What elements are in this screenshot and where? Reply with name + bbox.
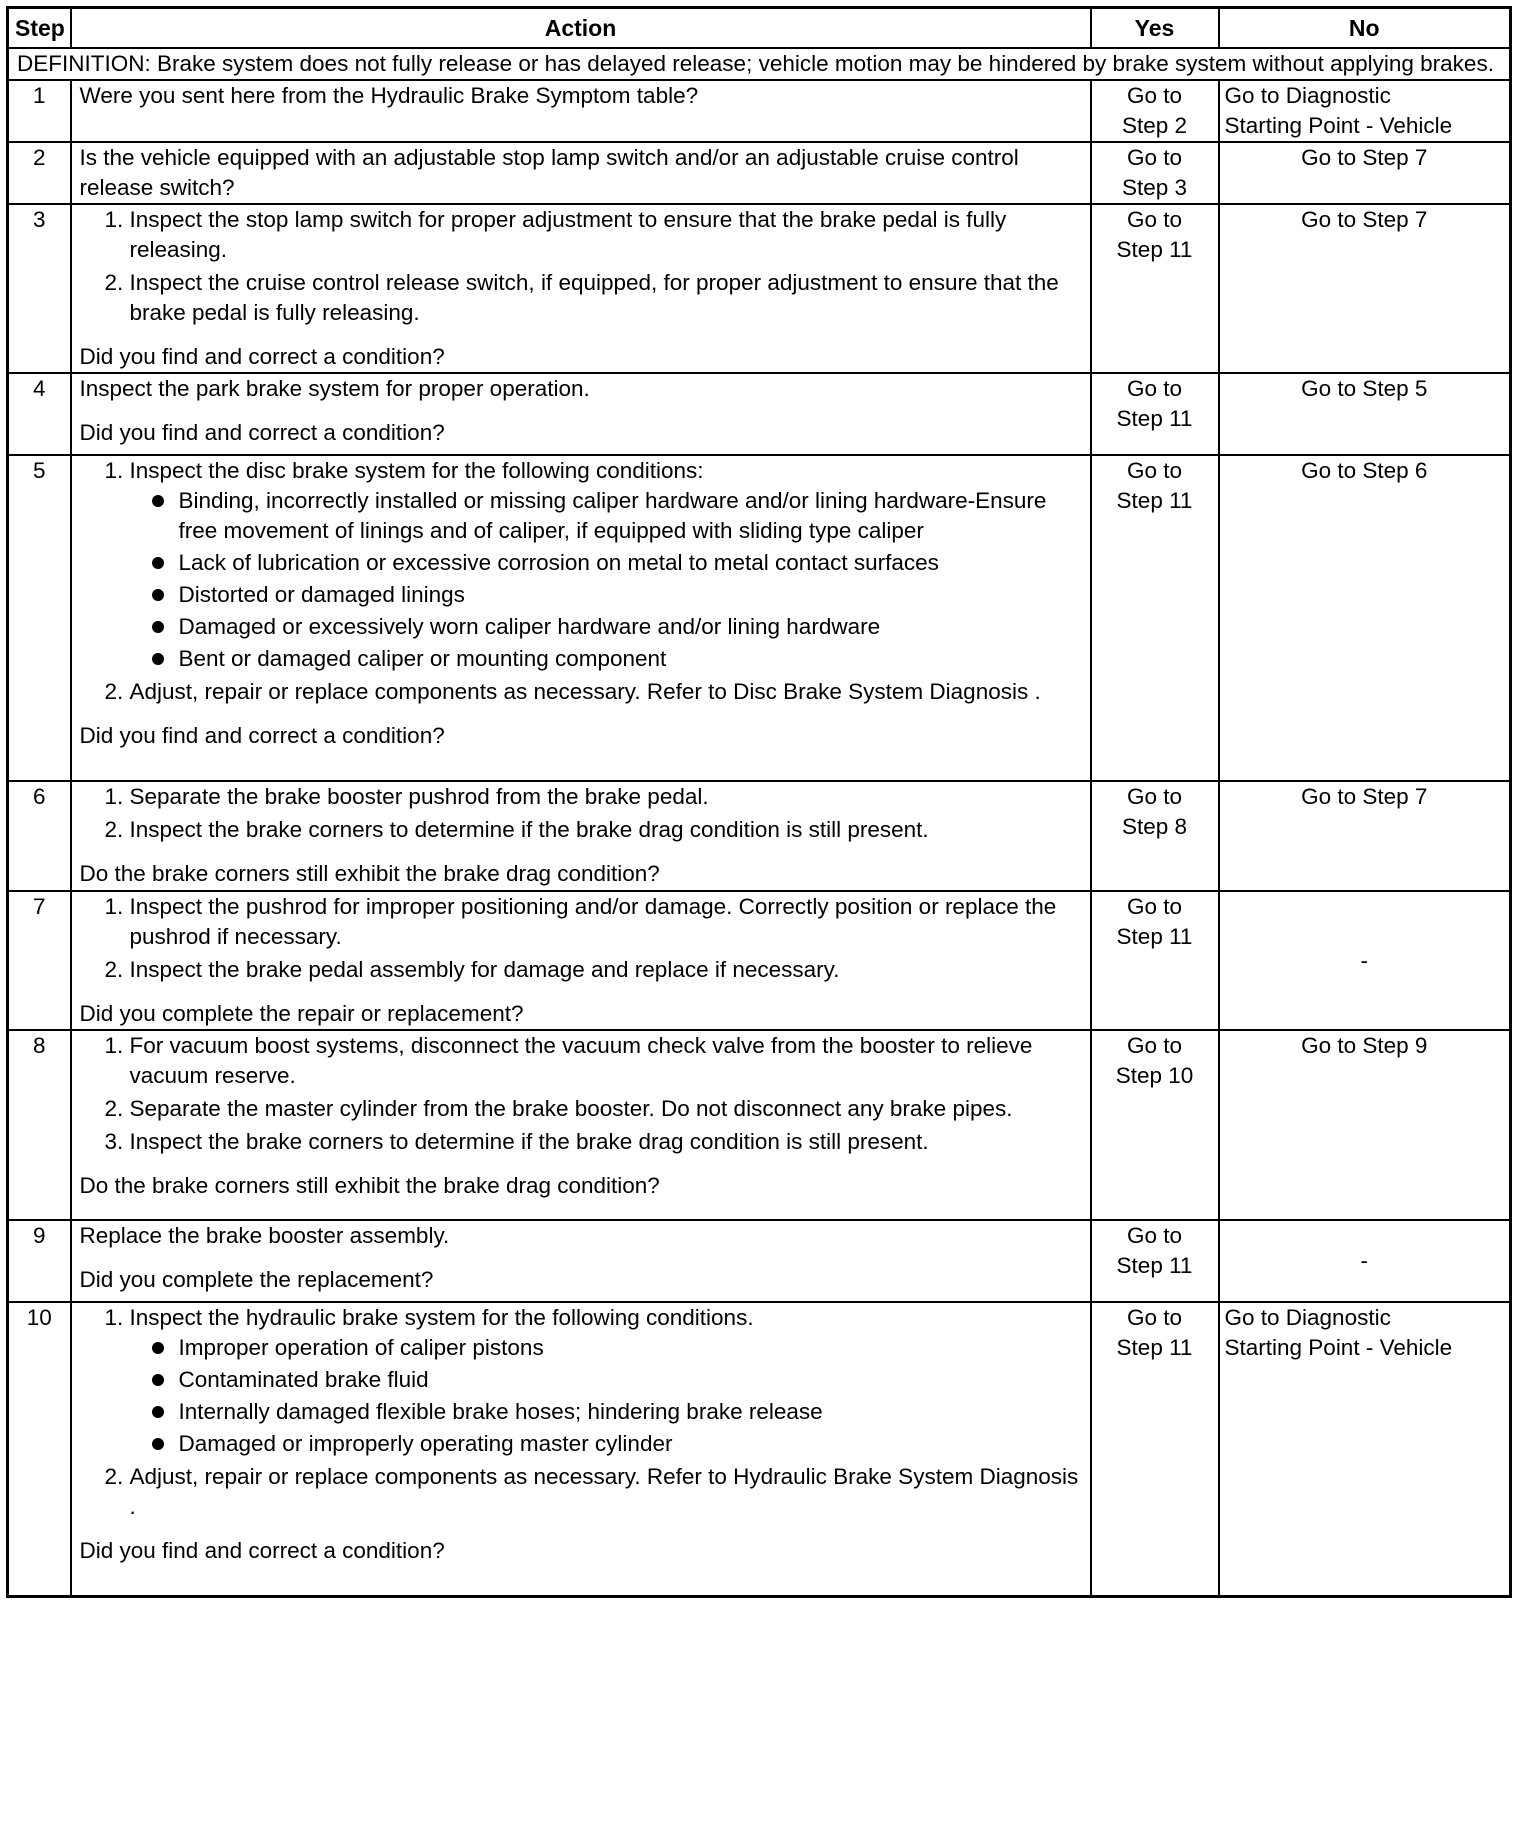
numbered-list bbox=[80, 1031, 1082, 1157]
yes-line: Go to bbox=[1126, 458, 1183, 483]
numbered-list bbox=[80, 892, 1082, 985]
table-row bbox=[8, 781, 1511, 891]
list-item bbox=[130, 456, 1082, 674]
numbered-list bbox=[80, 205, 1082, 328]
bullet-list bbox=[130, 1333, 1082, 1459]
action-cell bbox=[71, 204, 1091, 373]
yes-line: Go to bbox=[1126, 207, 1183, 232]
step-number: 4 bbox=[8, 373, 71, 455]
yes-line: Go to bbox=[1126, 784, 1183, 809]
list-item: 3. Inspect the brake corners to determine if the brake drag condition is still present. bbox=[130, 1127, 1082, 1157]
list-item-text: Inspect the hydraulic brake system for the following conditions. bbox=[129, 1305, 754, 1330]
diagnostic-table bbox=[6, 6, 1512, 1598]
action-question: Do the brake corners still exhibit the brake drag condition? bbox=[79, 861, 660, 886]
no-line: Starting Point - Vehicle bbox=[1224, 1335, 1453, 1360]
action-cell bbox=[71, 455, 1091, 781]
header-no: No bbox=[1219, 8, 1511, 49]
definition-text: DEFINITION: Brake system does not fully release or has delayed release; vehicle motion may be hindered by brake system without applying brakes. bbox=[8, 48, 1511, 80]
step-number: 7 bbox=[8, 891, 71, 1030]
action-text: Inspect the park brake system for proper operation. bbox=[79, 376, 590, 401]
bullet-item: Distorted or damaged linings bbox=[179, 580, 1082, 610]
yes-line: Step 11 bbox=[1116, 237, 1193, 262]
action-cell bbox=[71, 891, 1091, 1030]
yes-line: Go to bbox=[1126, 894, 1183, 919]
yes-line: Step 10 bbox=[1115, 1063, 1194, 1088]
step-number: 5 bbox=[8, 455, 71, 781]
no-cell bbox=[1219, 455, 1511, 781]
yes-line: Go to bbox=[1126, 145, 1183, 170]
no-line: Go to Step 7 bbox=[1301, 145, 1428, 170]
action-cell bbox=[71, 1220, 1091, 1302]
no-line: Go to Diagnostic bbox=[1224, 1305, 1391, 1330]
action-question: Did you find and correct a condition? bbox=[79, 344, 445, 369]
yes-line: Go to bbox=[1126, 1305, 1183, 1330]
numbered-list bbox=[80, 782, 1082, 845]
yes-line: Step 2 bbox=[1121, 113, 1188, 138]
no-cell bbox=[1219, 80, 1511, 142]
bullet-item: Bent or damaged caliper or mounting component bbox=[179, 644, 1082, 674]
header-step: Step bbox=[8, 8, 71, 49]
table-row bbox=[8, 142, 1511, 204]
table-row bbox=[8, 455, 1511, 781]
numbered-list bbox=[80, 1303, 1082, 1522]
yes-line: Step 11 bbox=[1116, 488, 1193, 513]
table-row bbox=[8, 891, 1511, 1030]
action-question: Did you find and correct a condition? bbox=[79, 723, 445, 748]
list-item: 1. Inspect the stop lamp switch for proper adjustment to ensure that the brake pedal is fully releasing. bbox=[130, 205, 1082, 265]
list-item: 2. Inspect the cruise control release switch, if equipped, for proper adjustment to ensure that the brake pedal is fully releasing. bbox=[130, 268, 1082, 328]
action-cell bbox=[71, 1030, 1091, 1220]
yes-cell bbox=[1091, 1302, 1219, 1596]
action-cell bbox=[71, 142, 1091, 204]
action-question: Did you complete the repair or replacement? bbox=[79, 1001, 524, 1026]
yes-cell bbox=[1091, 204, 1219, 373]
no-cell bbox=[1219, 1220, 1511, 1302]
action-text: Replace the brake booster assembly. bbox=[79, 1223, 450, 1248]
no-cell bbox=[1219, 142, 1511, 204]
yes-line: Step 3 bbox=[1121, 175, 1188, 200]
no-line: Go to Step 6 bbox=[1301, 458, 1428, 483]
header-row bbox=[8, 8, 1511, 49]
action-text: Were you sent here from the Hydraulic Brake Symptom table? bbox=[79, 83, 699, 108]
yes-line: Step 11 bbox=[1116, 406, 1193, 431]
action-cell bbox=[71, 781, 1091, 891]
list-item: 2. Inspect the brake corners to determine if the brake drag condition is still present. bbox=[130, 815, 1082, 845]
yes-cell bbox=[1091, 142, 1219, 204]
bullet-item: Damaged or improperly operating master cylinder bbox=[179, 1429, 1082, 1459]
bullet-item: Contaminated brake fluid bbox=[179, 1365, 1082, 1395]
yes-cell bbox=[1091, 1030, 1219, 1220]
yes-line: Go to bbox=[1126, 83, 1183, 108]
list-item: 2. Inspect the brake pedal assembly for damage and replace if necessary. bbox=[130, 955, 1082, 985]
list-item: 2. Adjust, repair or replace components as necessary. Refer to Disc Brake System Diagnosis . bbox=[130, 677, 1082, 707]
no-line: Go to Diagnostic bbox=[1224, 83, 1391, 108]
no-line: Go to Step 7 bbox=[1301, 784, 1428, 809]
no-line: - bbox=[1360, 947, 1368, 973]
list-item: 1. Inspect the pushrod for improper positioning and/or damage. Correctly position or replace the pushrod if necessary. bbox=[130, 892, 1082, 952]
action-question: Did you find and correct a condition? bbox=[79, 420, 445, 445]
yes-line: Go to bbox=[1126, 1223, 1183, 1248]
numbered-list bbox=[80, 456, 1082, 707]
list-item: 1. For vacuum boost systems, disconnect the vacuum check valve from the booster to relieve vacuum reserve. bbox=[130, 1031, 1082, 1091]
no-cell bbox=[1219, 781, 1511, 891]
list-item: 2. Separate the master cylinder from the brake booster. Do not disconnect any brake pipes. bbox=[130, 1094, 1082, 1124]
action-question: Did you complete the replacement? bbox=[79, 1267, 434, 1292]
bullet-item: Internally damaged flexible brake hoses; hindering brake release bbox=[179, 1397, 1082, 1427]
no-line: Go to Step 5 bbox=[1301, 376, 1428, 401]
no-line: Go to Step 7 bbox=[1301, 207, 1428, 232]
table-row bbox=[8, 1220, 1511, 1302]
action-question: Did you find and correct a condition? bbox=[79, 1538, 445, 1563]
bullet-item: Damaged or excessively worn caliper hardware and/or lining hardware bbox=[179, 612, 1082, 642]
action-question: Do the brake corners still exhibit the brake drag condition? bbox=[79, 1173, 660, 1198]
table-row bbox=[8, 373, 1511, 455]
step-number: 8 bbox=[8, 1030, 71, 1220]
no-cell bbox=[1219, 891, 1511, 1030]
yes-line: Step 11 bbox=[1116, 924, 1193, 949]
table-row bbox=[8, 204, 1511, 373]
no-cell bbox=[1219, 1302, 1511, 1596]
definition-row bbox=[8, 48, 1511, 80]
yes-cell bbox=[1091, 781, 1219, 891]
yes-line: Step 11 bbox=[1116, 1253, 1193, 1278]
table-row bbox=[8, 1030, 1511, 1220]
list-item: 2. Adjust, repair or replace components as necessary. Refer to Hydraulic Brake System Diagnosis . bbox=[130, 1462, 1082, 1522]
step-number: 6 bbox=[8, 781, 71, 891]
bullet-item: Binding, incorrectly installed or missing caliper hardware and/or lining hardware-Ensure free movement of linings and of caliper, if equipped with sliding type caliper bbox=[179, 486, 1082, 546]
action-text: Is the vehicle equipped with an adjustable stop lamp switch and/or an adjustable cruise control release switch? bbox=[79, 145, 1019, 200]
yes-cell bbox=[1091, 455, 1219, 781]
yes-line: Step 8 bbox=[1121, 814, 1188, 839]
step-number: 10 bbox=[8, 1302, 71, 1596]
table-row bbox=[8, 80, 1511, 142]
step-number: 2 bbox=[8, 142, 71, 204]
bullet-item: Improper operation of caliper pistons bbox=[179, 1333, 1082, 1363]
action-cell bbox=[71, 1302, 1091, 1596]
no-line: Go to Step 9 bbox=[1301, 1033, 1428, 1058]
yes-cell bbox=[1091, 80, 1219, 142]
yes-line: Go to bbox=[1126, 376, 1183, 401]
no-line: - bbox=[1360, 1248, 1368, 1273]
yes-cell bbox=[1091, 1220, 1219, 1302]
yes-line: Go to bbox=[1126, 1033, 1183, 1058]
no-cell bbox=[1219, 204, 1511, 373]
header-action: Action bbox=[71, 8, 1091, 49]
yes-cell bbox=[1091, 891, 1219, 1030]
table-row bbox=[8, 1302, 1511, 1596]
step-number: 9 bbox=[8, 1220, 71, 1302]
step-number: 3 bbox=[8, 204, 71, 373]
header-yes: Yes bbox=[1091, 8, 1219, 49]
action-cell bbox=[71, 80, 1091, 142]
step-number: 1 bbox=[8, 80, 71, 142]
bullet-list bbox=[130, 486, 1082, 674]
yes-line: Step 11 bbox=[1116, 1335, 1193, 1360]
list-item bbox=[130, 1303, 1082, 1459]
bullet-item: Lack of lubrication or excessive corrosion on metal to metal contact surfaces bbox=[179, 548, 1082, 578]
no-cell bbox=[1219, 1030, 1511, 1220]
yes-cell bbox=[1091, 373, 1219, 455]
action-cell bbox=[71, 373, 1091, 455]
list-item-text: Inspect the disc brake system for the following conditions: bbox=[129, 458, 704, 483]
no-cell bbox=[1219, 373, 1511, 455]
no-line: Starting Point - Vehicle bbox=[1224, 113, 1453, 138]
list-item: 1. Separate the brake booster pushrod from the brake pedal. bbox=[130, 782, 1082, 812]
